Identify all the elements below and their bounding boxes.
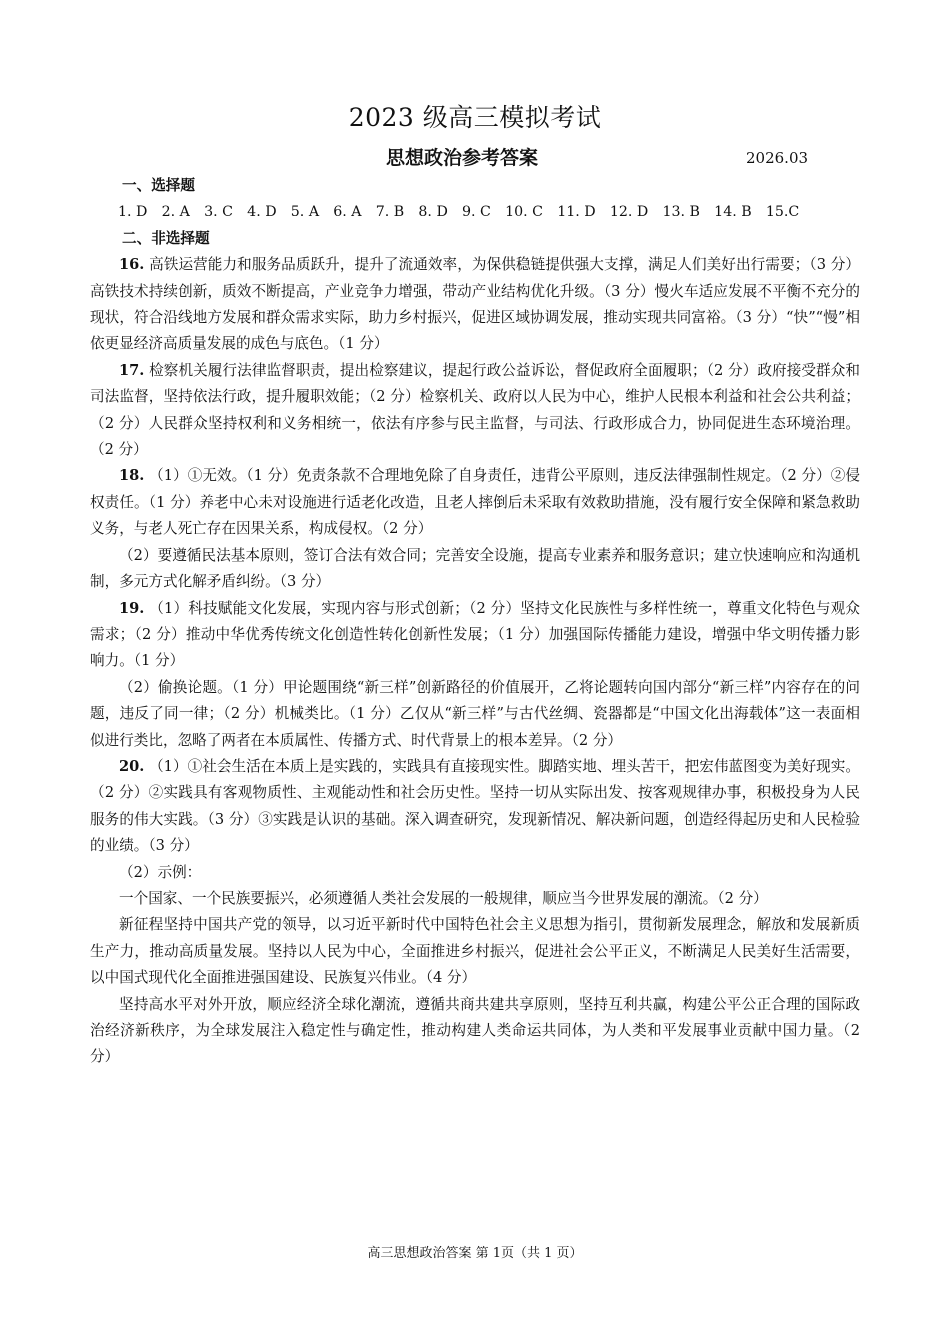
- answer-16: [90, 252, 860, 358]
- answer-19-part2: （2）偷换论题。（1 分）甲论题围绕“新三样”创新路径的价值展开，乙将论题转向国内部分“新三样”内容存在的问题，违反了同一律；（2 分）机械类比。（1 分）乙仅从“新三样”与古代丝绸、瓷器都是“中国文化出海载体”这一表面相似进行类比，忽略了两者在本质属性、传播方式、时代背景上的根本差异。（2 分）: [90, 678, 860, 749]
- question-number: 18.: [119, 467, 145, 485]
- answer-20-part2-label: （2）示例：: [119, 863, 202, 881]
- answer-17: [90, 358, 860, 464]
- answer-20-example-1: 一个国家、一个民族要振兴，必须遵循人类社会发展的一般规律，顺应当今世界发展的潮流。（2 分）: [119, 889, 768, 907]
- page-title: 2023 级高三模拟考试: [348, 103, 602, 132]
- answer-19-part1: [90, 596, 860, 675]
- answer-18-part2: （2）要遵循民法基本原则，签订合法有效合同；完善安全设施，提高专业素养和服务意识；建立快速响应和沟通机制，多元方式化解矛盾纠纷。（3 分）: [90, 546, 860, 591]
- answer-20-part1: [90, 754, 860, 860]
- answer-20-example-3: 坚持高水平对外开放，顺应经济全球化潮流，遵循共商共建共享原则，坚持互利共赢，构建公平公正合理的国际政治经济新秩序，为全球发展注入稳定性与确定性，推动构建人类命运共同体，为人类和平发展事业贡献中国力量。（2 分）: [90, 995, 860, 1066]
- answer-20-example-2: 新征程坚持中国共产党的领导，以习近平新时代中国特色社会主义思想为指引，贯彻新发展理念，解放和发展新质生产力，推动高质量发展。坚持以人民为中心，全面推进乡村振兴，促进社会公平正义，不断满足人民美好生活需要，以中国式现代化全面推进强国建设、民族复兴伟业。（4 分）: [90, 916, 860, 987]
- answer-content: [90, 173, 860, 1071]
- answer-text: 检察机关履行法律监督职责，提出检察建议，提起行政公益诉讼，督促政府全面履职；（2 分）政府接受群众和司法监督，坚持依法行政，提升履职效能；（2 分）检察机关、政府以人民为中心，维护人民根本利益和社会公共利益；（2 分）人民群众坚持权利和义务相统一，依法有序参与民主监督，与司法、行政形成合力，协同促进生态环境治理。（2 分）: [90, 361, 860, 459]
- section-heading-nonchoice: 二、非选择题: [122, 229, 210, 247]
- answer-text: （1）科技赋能文化发展，实现内容与形式创新；（2 分）坚持文化民族性与多样性统一，尊重文化特色与观众需求；（2 分）推动中华优秀传统文化创造性转化创新性发展；（1 分）加强国际传播能力建设，增强中华文明传播力影响力。（1 分）: [90, 599, 860, 670]
- answer-text: （1）①社会生活在本质上是实践的，实践具有直接现实性。脚踏实地、埋头苦干，把宏伟蓝图变为美好现实。（2 分）②实践具有客观物质性、主观能动性和社会历史性。坚持一切从实际出发、按客观规律办事，积极投身为人民服务的伟大实践。（3 分）③实践是认识的基础。深入调查研究，发现新情况、解决新问题，创造经得起历史和人民检验的业绩。（3 分）: [90, 757, 860, 855]
- question-number: 17.: [119, 361, 145, 379]
- question-number: 20.: [119, 757, 145, 775]
- choice-answers: 1. D 2. A 3. C 4. D 5. A 6. A 7. B 8. D 9. C 10. C 11. D 12. D 13. B 14. B 15.C: [118, 204, 800, 221]
- answer-text: 高铁运营能力和服务品质跃升，提升了流通效率，为保供稳链提供强大支撑，满足人们美好出行需要；（3 分）高铁技术持续创新，质效不断提高，产业竞争力增强，带动产业结构优化升级。（3 分）慢火车适应发展不平衡不充分的现状，符合沿线地方发展和群众需求实际，助力乡村振兴，促进区域协调发展，推动实现共同富裕。（3 分）“快”“慢”相依更显经济高质量发展的成色与底色。（1 分）: [90, 256, 860, 353]
- question-number: 19.: [119, 599, 145, 617]
- page-subtitle: 思想政治参考答案: [386, 147, 539, 169]
- answer-text: （1）①无效。（1 分）免责条款不合理地免除了自身责任，违背公平原则，违反法律强制性规定。（2 分）②侵权责任。（1 分）养老中心未对设施进行适老化改造，且老人摔倒后未采取有效救助措施，没有履行安全保障和紧急救助义务，与老人死亡存在因果关系，构成侵权。（2 分）: [90, 467, 861, 538]
- section-heading-choice: 一、选择题: [122, 177, 195, 194]
- exam-date: 2026.03: [746, 149, 809, 167]
- question-number: 16.: [119, 256, 145, 274]
- page-footer: 高三思想政治答案 第 1页（共 1 页）: [367, 1246, 583, 1261]
- answer-18-part1: [90, 463, 860, 542]
